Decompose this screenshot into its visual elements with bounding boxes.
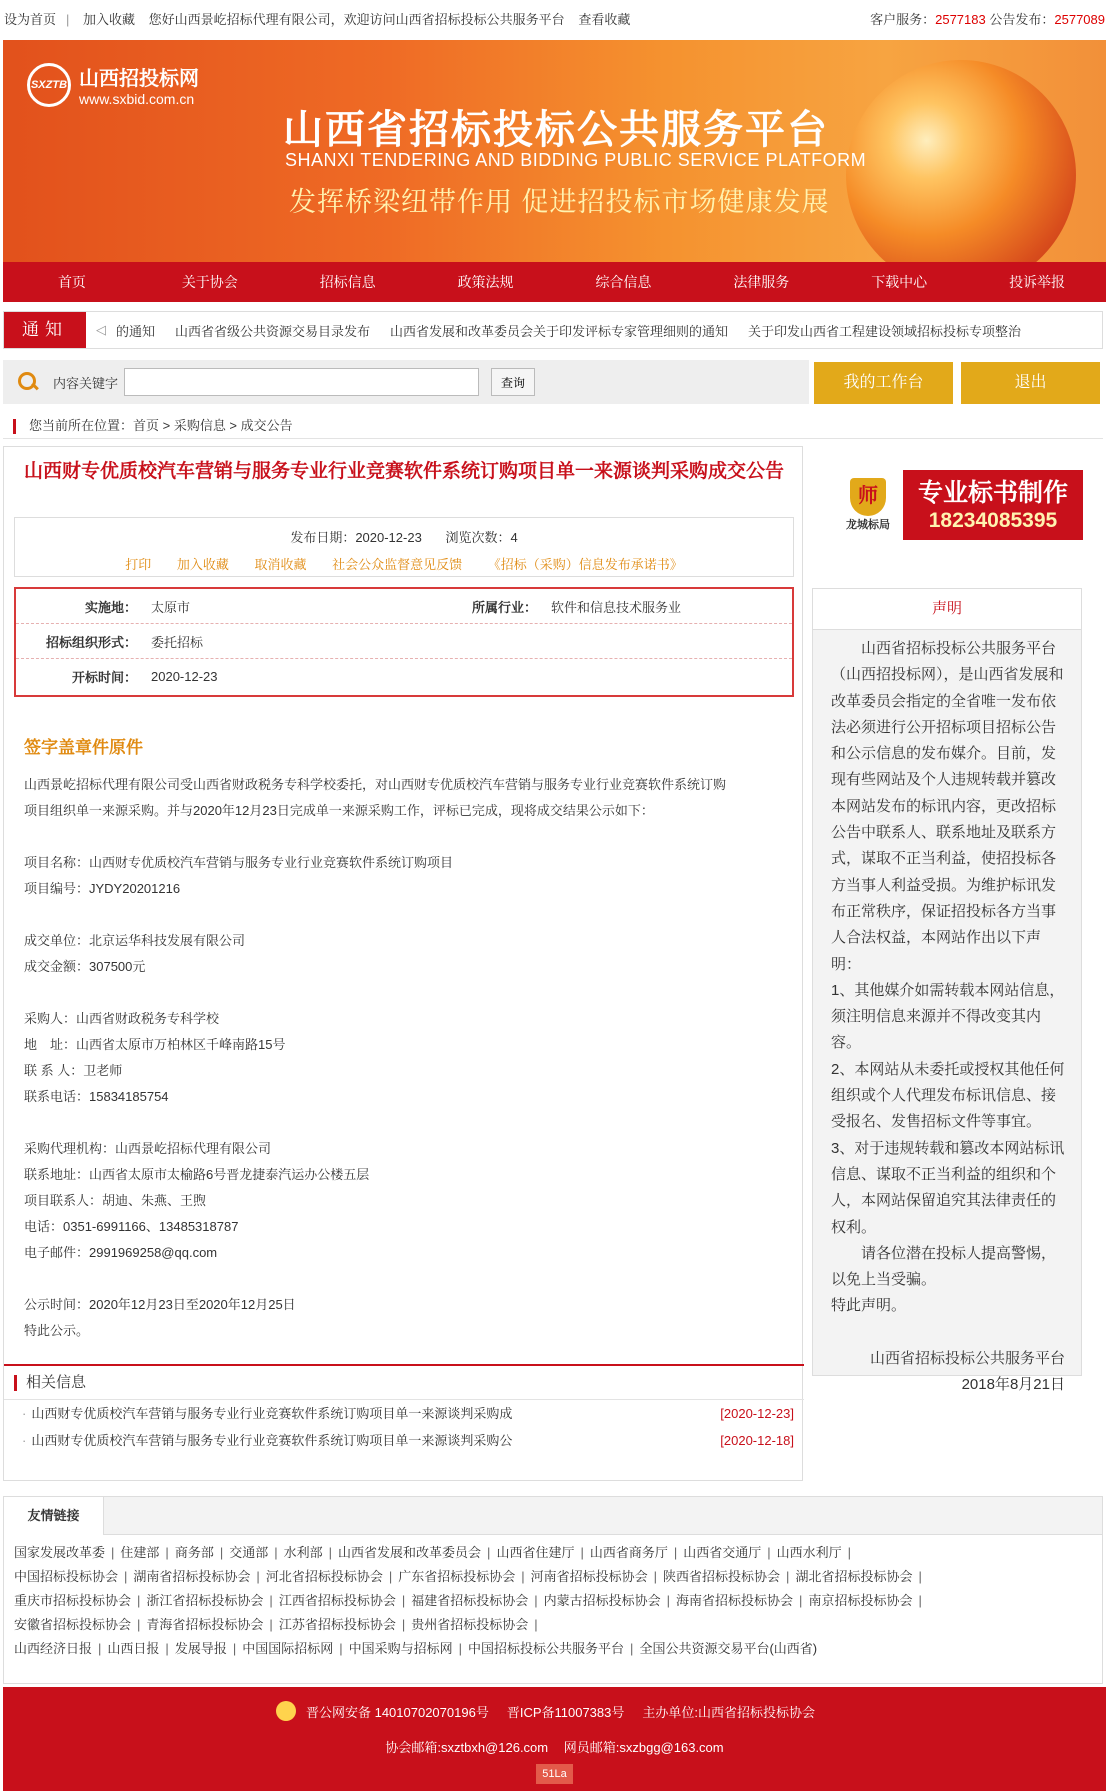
police-badge-icon <box>276 1701 296 1721</box>
declaration-panel <box>812 588 1082 1394</box>
friend-link[interactable]: 中国招标投标协会 <box>14 1569 119 1584</box>
friend-link[interactable]: 山西日报 <box>107 1641 160 1656</box>
link-separator: | <box>339 1641 343 1656</box>
body-line: 成交金额：307500元 <box>24 959 146 974</box>
search-input[interactable] <box>124 368 479 396</box>
friend-link[interactable]: 安徽省招标投标协会 <box>14 1617 132 1632</box>
body-line: 山西景屹招标代理有限公司受山西省财政税务专科学校委托，对山西财专优质校汽车营销与服务专业行业竞赛软件系统订购 <box>24 777 727 792</box>
body-line: 采购人：山西省财政税务专科学校 <box>24 1011 220 1026</box>
article-panel <box>3 446 803 1481</box>
link-separator: | <box>269 1593 273 1608</box>
stats-counter-badge[interactable]: 51La <box>536 1764 572 1784</box>
member-email: 网员邮箱:sxzbgg@163.com <box>563 1740 724 1755</box>
link-separator: | <box>847 1545 852 1560</box>
body-line: 电话：0351-6991166、13485318787 <box>24 1219 239 1234</box>
shield-icon: 师 <box>850 478 886 516</box>
nav-item-tender-info[interactable]: 招标信息 <box>319 274 376 290</box>
link-separator: | <box>786 1569 790 1584</box>
link-separator: | <box>918 1569 922 1584</box>
ad-brand: 龙城标局 <box>846 519 890 531</box>
link-separator: | <box>521 1569 525 1584</box>
notice-item[interactable]: 山西省省级公共资源交易目录发布 <box>175 323 371 339</box>
logo-name: 山西招投标网 <box>79 68 199 90</box>
link-separator: | <box>137 1617 141 1632</box>
friend-link[interactable]: 福建省招标投标协会 <box>411 1593 529 1608</box>
friend-link[interactable]: 中国采购与招标网 <box>348 1641 453 1656</box>
article-meta <box>14 517 794 577</box>
industry-key: 所属行业： <box>471 599 537 615</box>
banner-slogan: 发挥桥梁纽带作用 促进招投标市场健康发展 <box>289 187 830 217</box>
declaration-paragraph: 3、对于违规转载和篡改本网站标讯信息、谋取不正当利益的组织和个人，本网站保留追究其法律责任的权利。 <box>831 1139 1065 1236</box>
link-separator: | <box>401 1617 406 1632</box>
body-line: 项目联系人：胡迪、朱燕、王煦 <box>24 1193 207 1208</box>
friend-link[interactable]: 江苏省招标投标协会 <box>278 1617 396 1632</box>
link-separator: | <box>274 1545 278 1560</box>
nav-item-legal[interactable]: 法律服务 <box>733 274 790 290</box>
friend-link[interactable]: 交通部 <box>229 1545 269 1560</box>
friend-link[interactable]: 山西省交通厅 <box>683 1545 762 1560</box>
link-separator: | <box>918 1593 922 1608</box>
add-favorite-link[interactable]: 加入收藏 <box>176 557 229 572</box>
body-line: 采购代理机构：山西景屹招标代理有限公司 <box>24 1141 272 1156</box>
friend-link[interactable]: 国家发展改革委 <box>14 1545 106 1560</box>
link-separator: | <box>458 1641 463 1656</box>
related-item-title[interactable]: · 山西财专优质校汽车营销与服务专业行业竞赛软件系统订购项目单一来源谈判采购成 <box>22 1400 512 1427</box>
print-link[interactable]: 打印 <box>125 557 152 572</box>
logout-button[interactable]: 退出 <box>961 362 1100 404</box>
link-separator: | <box>256 1569 260 1584</box>
body-line <box>24 1266 794 1292</box>
friend-link[interactable]: 山西省住建厅 <box>496 1545 575 1560</box>
link-separator: | <box>111 1545 115 1560</box>
nav-item-general-info[interactable]: 综合信息 <box>595 274 652 290</box>
link-separator: | <box>487 1545 491 1560</box>
set-home-link[interactable]: 设为首页 <box>4 11 57 27</box>
friend-link[interactable]: 河北省招标投标协会 <box>265 1569 383 1584</box>
friend-link[interactable]: 河南省招标投标协会 <box>530 1569 648 1584</box>
link-separator: | <box>328 1545 333 1560</box>
related-item-title[interactable]: · 山西财专优质校汽车营销与服务专业行业竞赛软件系统订购项目单一来源谈判采购公 <box>22 1427 512 1454</box>
search-bar <box>3 360 809 404</box>
friend-link[interactable]: 商务部 <box>174 1545 214 1560</box>
footer <box>3 1687 1106 1791</box>
notice-item[interactable]: 山西省发展和改革委员会关于印发评标专家管理细则的通知 <box>390 323 729 339</box>
open-time-value: 2020-12-23 <box>151 669 218 684</box>
list-item[interactable] <box>4 1427 804 1454</box>
bid-writing-ad[interactable] <box>833 470 1083 540</box>
friend-link[interactable]: 山西省发展和改革委员会 <box>338 1545 482 1560</box>
link-separator: | <box>799 1593 803 1608</box>
header-banner <box>3 40 1106 262</box>
list-item[interactable] <box>4 1400 804 1427</box>
friend-link[interactable]: 发展导报 <box>174 1641 227 1656</box>
nav-item-home[interactable]: 首页 <box>57 274 86 290</box>
friend-links-list <box>4 1535 1102 1661</box>
friend-link[interactable]: 内蒙古招标投标协会 <box>543 1593 661 1608</box>
remove-favorite-link[interactable]: 取消收藏 <box>254 557 307 572</box>
link-separator: | <box>666 1593 671 1608</box>
friend-link[interactable]: 陕西省招标投标协会 <box>663 1569 781 1584</box>
declaration-paragraph: 2、本网站从未委托或授权其他任何组织或个人代理发布标讯信息、接受报名、发售招标文件等事宜。 <box>831 1060 1065 1131</box>
association-email: 协会邮箱:sxztbxh@126.com <box>385 1740 549 1755</box>
link-separator: | <box>401 1593 406 1608</box>
friend-link[interactable]: 贵州省招标投标协会 <box>411 1617 529 1632</box>
search-label: 内容关键字 <box>53 375 119 391</box>
top-bar <box>0 0 1109 36</box>
globe-image <box>846 60 1076 262</box>
friend-link[interactable]: 山西省商务厅 <box>589 1545 668 1560</box>
link-separator: | <box>165 1641 169 1656</box>
project-info-table <box>14 587 794 697</box>
friend-link[interactable]: 住建部 <box>120 1545 160 1560</box>
host-unit: 主办单位:山西省招标投标协会 <box>642 1704 815 1720</box>
friend-link[interactable]: 重庆市招标投标协会 <box>14 1593 132 1608</box>
site-logo[interactable] <box>27 62 199 107</box>
workbench-button[interactable]: 我的工作台 <box>814 362 953 404</box>
friend-link[interactable]: 中国招标投标公共服务平台 <box>468 1641 625 1656</box>
ad-phone: 18234085395 <box>928 509 1058 532</box>
nav-item-complaint[interactable]: 投诉举报 <box>1009 274 1066 290</box>
tab-friend-links[interactable]: 友情链接 <box>4 1497 104 1535</box>
declaration-signature: 山西省招标投标公共服务平台 <box>869 1349 1065 1367</box>
body-line: 项目编号：JYDY20201216 <box>24 881 181 896</box>
friend-link[interactable]: 浙江省招标投标协会 <box>146 1593 264 1608</box>
body-line <box>24 824 794 850</box>
friend-link[interactable]: 山西水利厅 <box>776 1545 842 1560</box>
publish-label: 公告发布： <box>989 11 1055 27</box>
friend-link[interactable]: 全国公共资源交易平台(山西省) <box>639 1641 818 1656</box>
friend-link[interactable]: 海南省招标投标协会 <box>676 1593 794 1608</box>
body-line: 地 址：山西省太原市万柏林区千峰南路15号 <box>24 1037 286 1052</box>
friend-link[interactable]: 江西省招标投标协会 <box>278 1593 396 1608</box>
commitment-link[interactable]: 《招标（采购）信息发布承诺书》 <box>487 557 683 572</box>
banner-title: 山西省招标投标公共服务平台 <box>283 108 829 152</box>
related-item-date: [2020-12-23] <box>720 1406 794 1421</box>
body-line <box>24 980 794 1006</box>
service-number: 2577183 <box>935 11 986 27</box>
page-title: 山西财专优质校汽车营销与服务专业行业竞赛软件系统订购项目单一来源谈判采购成交公告 <box>23 461 784 482</box>
feedback-link[interactable]: 社会公众监督意见反馈 <box>332 557 463 572</box>
related-title: 相关信息 <box>26 1374 87 1391</box>
breadcrumb-text: 您当前所在位置：首页 > 采购信息 > 成交公告 <box>29 418 293 433</box>
declaration-paragraph: 1、其他媒介如需转载本网站信息，须注明信息来源并不得改变其内容。 <box>831 981 1065 1052</box>
body-line <box>24 1110 794 1136</box>
body-line: 电子邮件：2991969258@qq.com <box>24 1245 218 1260</box>
friend-link[interactable]: 湖南省招标投标协会 <box>133 1569 251 1584</box>
friend-link[interactable]: 水利部 <box>283 1545 323 1560</box>
nav-item-policy[interactable]: 政策法规 <box>457 274 514 290</box>
top-bar-right <box>870 9 1105 28</box>
link-separator: | <box>219 1545 224 1560</box>
article-body <box>24 772 794 1344</box>
friend-link[interactable]: 南京招标投标协会 <box>808 1593 913 1608</box>
nav-item-download[interactable]: 下载中心 <box>871 274 928 290</box>
welcome-text: 您好山西景屹招标代理有限公司，欢迎访问山西省招标投标公共服务平台 <box>148 11 565 27</box>
bookmark-link[interactable]: 加入收藏 <box>83 11 136 27</box>
main-nav <box>3 262 1106 302</box>
search-icon <box>17 371 39 393</box>
view-favorites-link[interactable]: 查看收藏 <box>578 11 631 27</box>
notice-item[interactable]: 关于印发山西省工程建设领域招标投标专项整治 <box>748 323 1022 339</box>
link-separator: | <box>630 1641 634 1656</box>
form-key: 招标组织形式： <box>45 634 137 650</box>
declaration-date: 2018年8月21日 <box>961 1376 1065 1394</box>
friend-link[interactable]: 山西经济日报 <box>14 1641 93 1656</box>
link-separator: | <box>269 1617 273 1632</box>
friend-link[interactable]: 青海省招标投标协会 <box>146 1617 264 1632</box>
publish-number: 2577089 <box>1054 11 1105 27</box>
friend-links-row <box>14 1541 1094 1565</box>
declaration-paragraph: 特此声明。 <box>831 1297 907 1315</box>
link-separator: | <box>124 1569 128 1584</box>
friend-link[interactable]: 中国国际招标网 <box>242 1641 334 1656</box>
link-separator: | <box>137 1593 141 1608</box>
body-line: 特此公示。 <box>24 1323 90 1338</box>
signed-original-link[interactable]: 签字盖章件原件 <box>24 738 143 757</box>
publish-date: 发布日期：2020-12-23 <box>290 530 422 545</box>
body-line: 成交单位：北京运华科技发展有限公司 <box>24 933 246 948</box>
friend-link[interactable]: 广东省招标投标协会 <box>398 1569 516 1584</box>
view-count: 浏览次数：4 <box>445 530 518 545</box>
related-info <box>4 1364 804 1454</box>
section-marker <box>14 1375 17 1391</box>
search-button[interactable]: 查询 <box>491 368 535 396</box>
notice-ticker <box>3 311 1103 349</box>
friend-links-row <box>14 1565 1094 1589</box>
friend-link[interactable]: 湖北省招标投标协会 <box>795 1569 913 1584</box>
service-label: 客户服务： <box>870 11 936 27</box>
link-separator: | <box>98 1641 102 1656</box>
friend-links-row <box>14 1589 1094 1613</box>
logo-url: www.sxbid.com.cn <box>79 91 195 107</box>
top-bar-left: 设为首页 | 加入收藏 您好山西景屹招标代理有限公司，欢迎访问山西省招标投标公共服务平台 查看收藏 <box>4 11 631 27</box>
related-item-date: [2020-12-18] <box>720 1433 794 1448</box>
body-line: 联 系 人：卫老师 <box>24 1063 123 1078</box>
body-line: 项目组织单一来源采购。并与2020年12月23日完成单一来源采购工作，评标已完成，现将成交结果公示如下： <box>24 803 654 818</box>
link-separator: | <box>653 1569 658 1584</box>
body-line <box>24 902 794 928</box>
body-line: 项目名称：山西财专优质校汽车营销与服务专业行业竞赛软件系统订购项目 <box>24 855 454 870</box>
body-line: 联系地址：山西省太原市太榆路6号晋龙捷泰汽运办公楼五层 <box>24 1167 370 1182</box>
link-separator: | <box>580 1545 584 1560</box>
friend-links-row <box>14 1613 1094 1637</box>
friend-links-row <box>14 1637 1094 1661</box>
body-line: 联系电话：15834185754 <box>24 1089 169 1104</box>
open-time-key: 开标时间： <box>71 670 137 685</box>
declaration-title: 声明 <box>813 589 1081 630</box>
friend-links <box>3 1496 1103 1684</box>
ad-headline: 专业标书制作 <box>917 479 1068 507</box>
declaration-paragraph: 山西省招标投标公共服务平台（山西招投标网），是山西省发展和改革委员会指定的全省唯一发布依法必须进行公开招标项目招标公告和公示信息的发布媒介。目前，发现有些网站及个人违规转载并篡改本网站发布的标讯内容，更改招标公告中联系人、联系地址及联系方式，谋取不正当利益，使招投标各方当事人利益受损。为维护标讯发布正常秩序，保证招投标各方当事人合法权益，本网站作出以下声明： <box>831 640 1064 973</box>
notice-label: 通知 <box>4 312 86 348</box>
breadcrumb <box>3 415 1103 439</box>
breadcrumb-marker <box>13 419 16 434</box>
place-key: 实施地： <box>84 599 137 615</box>
link-separator: | <box>534 1593 538 1608</box>
link-separator: | <box>767 1545 771 1560</box>
nav-item-about[interactable]: 关于协会 <box>181 274 238 290</box>
industry-value: 软件和信息技术服务业 <box>551 599 682 615</box>
declaration-paragraph: 请各位潜在投标人提高警惕，以免上当受骗。 <box>831 1244 1057 1289</box>
link-separator: | <box>388 1569 393 1584</box>
banner-subtitle: SHANXI TENDERING AND BIDDING PUBLIC SERVICE PLATFORM <box>285 150 867 170</box>
logo-emblem-icon: SXZTB <box>27 63 71 107</box>
gongan-record[interactable]: 晋公网安备 14010702070196号 <box>305 1704 489 1720</box>
link-separator: | <box>673 1545 678 1560</box>
notice-item[interactable]: 的通知 <box>116 323 156 339</box>
form-value: 委托招标 <box>151 634 204 650</box>
speaker-icon: ◁ <box>96 322 106 337</box>
place-value: 太原市 <box>151 599 191 615</box>
link-separator: | <box>165 1545 169 1560</box>
body-line: 公示时间：2020年12月23日至2020年12月25日 <box>24 1297 296 1312</box>
icp-record[interactable]: 晋ICP备11007383号 <box>506 1704 625 1720</box>
link-separator: | <box>232 1641 237 1656</box>
link-separator: | <box>534 1617 538 1632</box>
